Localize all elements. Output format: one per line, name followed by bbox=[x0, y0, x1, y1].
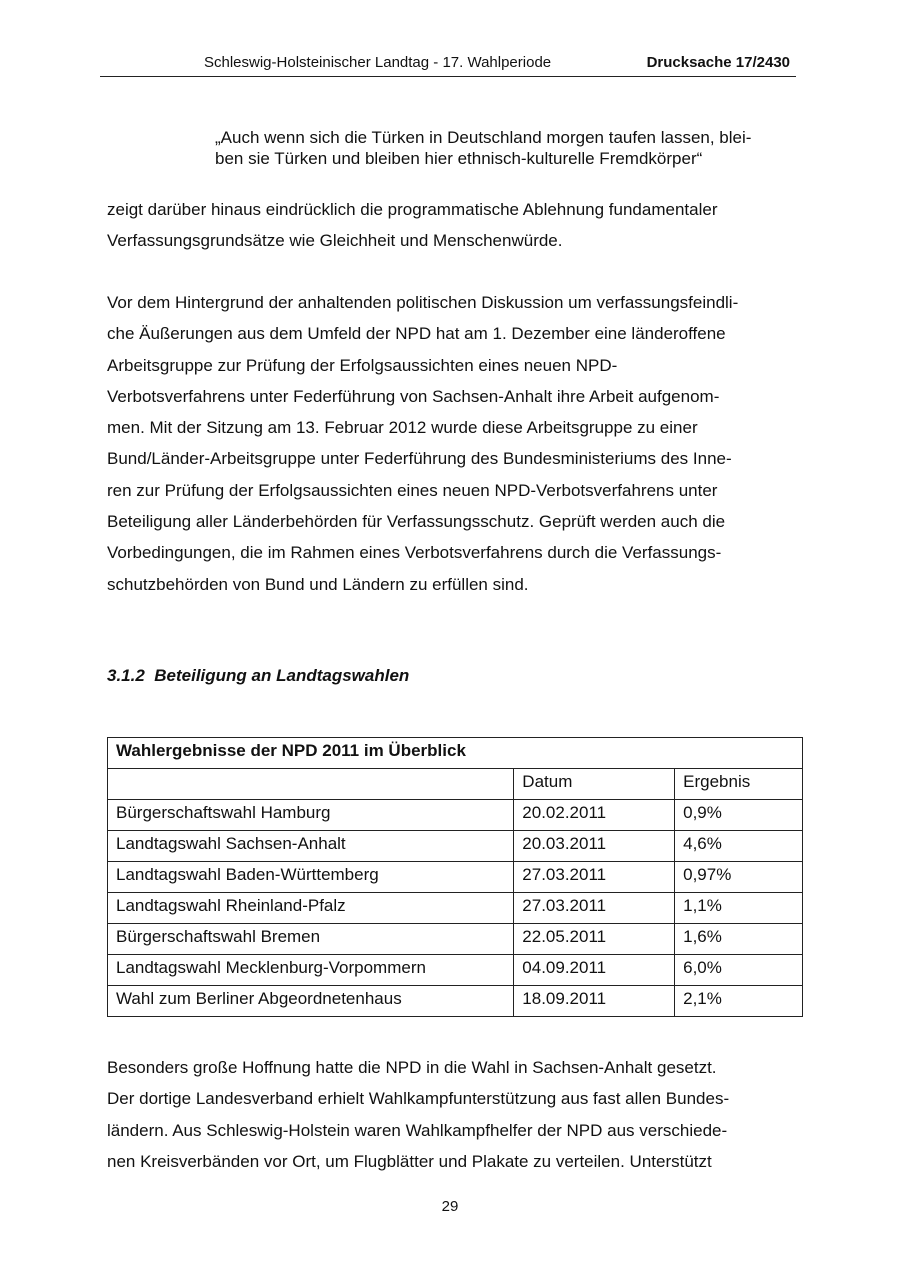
table-row bbox=[108, 924, 803, 955]
text-line: nen Kreisverbänden vor Ort, um Flugblätter und Plakate zu verteilen. Unterstützt bbox=[107, 1151, 712, 1171]
table-row bbox=[108, 831, 803, 862]
paragraph-3 bbox=[107, 1052, 787, 1177]
quote-line: ben sie Türken und bleiben hier ethnisch-kulturelle Fremdkörper“ bbox=[215, 149, 703, 168]
quote-line: „Auch wenn sich die Türken in Deutschland morgen taufen lassen, blei- bbox=[215, 128, 752, 147]
paragraph-2 bbox=[107, 287, 787, 600]
cell-result: 0,97% bbox=[675, 862, 803, 893]
cell-date: 04.09.2011 bbox=[514, 955, 675, 986]
text-line: Der dortige Landesverband erhielt Wahlkampfunterstützung aus fast allen Bundes- bbox=[107, 1089, 730, 1109]
text-line: Vor dem Hintergrund der anhaltenden politischen Diskussion um verfassungsfeindli- bbox=[107, 293, 739, 312]
paragraph-1 bbox=[107, 194, 787, 257]
table-caption-row bbox=[108, 738, 803, 769]
cell-election: Bürgerschaftswahl Bremen bbox=[108, 924, 514, 955]
cell-election: Landtagswahl Rheinland-Pfalz bbox=[108, 893, 514, 924]
text-line: Vorbedingungen, die im Rahmen eines Verbotsverfahrens durch die Verfassungs- bbox=[107, 543, 722, 563]
document-number: Drucksache 17/2430 bbox=[646, 54, 790, 71]
table-row bbox=[108, 955, 803, 986]
cell-election: Landtagswahl Sachsen-Anhalt bbox=[108, 831, 514, 862]
cell-election: Landtagswahl Baden-Württemberg bbox=[108, 862, 514, 893]
cell-result: 2,1% bbox=[675, 986, 803, 1017]
header-cell bbox=[108, 769, 514, 800]
header-cell-ergebnis: Ergebnis bbox=[675, 769, 803, 800]
page-number: 29 bbox=[441, 1198, 459, 1215]
text-line: Bund/Länder-Arbeitsgruppe unter Federführung des Bundesministeriums des Inne- bbox=[107, 449, 732, 469]
text-line: Verbotsverfahrens unter Federführung von Sachsen-Anhalt ihre Arbeit aufgenom- bbox=[107, 386, 720, 406]
cell-result: 1,1% bbox=[675, 893, 803, 924]
text-line: men. Mit der Sitzung am 13. Februar 2012 wurde diese Arbeitsgruppe zu einer bbox=[107, 418, 698, 438]
text-line: ländern. Aus Schleswig-Holstein waren Wahlkampfhelfer der NPD aus verschiede- bbox=[107, 1120, 728, 1140]
table-caption: Wahlergebnisse der NPD 2011 im Überblick bbox=[108, 738, 803, 769]
cell-date: 27.03.2011 bbox=[514, 893, 675, 924]
cell-election: Bürgerschaftswahl Hamburg bbox=[108, 800, 514, 831]
text-line: Besonders große Hoffnung hatte die NPD in die Wahl in Sachsen-Anhalt gesetzt. bbox=[107, 1058, 717, 1077]
table-row bbox=[108, 862, 803, 893]
block-quote bbox=[215, 127, 795, 169]
cell-result: 6,0% bbox=[675, 955, 803, 986]
cell-date: 27.03.2011 bbox=[514, 862, 675, 893]
header-title: Schleswig-Holsteinischer Landtag - 17. Wahlperiode bbox=[204, 54, 552, 71]
section-heading bbox=[107, 666, 409, 686]
cell-result: 4,6% bbox=[675, 831, 803, 862]
text-line: Arbeitsgruppe zur Prüfung der Erfolgsaussichten eines neuen NPD- bbox=[107, 355, 618, 375]
cell-date: 20.02.2011 bbox=[514, 800, 675, 831]
election-results-table bbox=[107, 737, 803, 1017]
table-row bbox=[108, 986, 803, 1017]
text-line: che Äußerungen aus dem Umfeld der NPD hat am 1. Dezember eine länderoffene bbox=[107, 324, 726, 344]
text-line: ren zur Prüfung der Erfolgsaussichten eines neuen NPD-Verbotsverfahrens unter bbox=[107, 480, 718, 500]
page-header bbox=[100, 52, 796, 77]
section-number: 3.1.2 bbox=[107, 666, 145, 685]
cell-election: Landtagswahl Mecklenburg-Vorpommern bbox=[108, 955, 514, 986]
cell-result: 0,9% bbox=[675, 800, 803, 831]
cell-date: 18.09.2011 bbox=[514, 986, 675, 1017]
text-line: zeigt darüber hinaus eindrücklich die programmatische Ablehnung fundamentaler bbox=[107, 200, 718, 219]
cell-result: 1,6% bbox=[675, 924, 803, 955]
table-row bbox=[108, 800, 803, 831]
text-line: schutzbehörden von Bund und Ländern zu erfüllen sind. bbox=[107, 574, 529, 594]
table-row bbox=[108, 893, 803, 924]
cell-date: 20.03.2011 bbox=[514, 831, 675, 862]
header-cell-datum: Datum bbox=[514, 769, 675, 800]
section-title: Beteiligung an Landtagswahlen bbox=[154, 666, 410, 685]
cell-date: 22.05.2011 bbox=[514, 924, 675, 955]
text-line: Beteiligung aller Länderbehörden für Verfassungsschutz. Geprüft werden auch die bbox=[107, 512, 726, 532]
table-header-row bbox=[108, 769, 803, 800]
text-line: Verfassungsgrundsätze wie Gleichheit und Menschenwürde. bbox=[107, 231, 563, 251]
cell-election: Wahl zum Berliner Abgeordnetenhaus bbox=[108, 986, 514, 1017]
